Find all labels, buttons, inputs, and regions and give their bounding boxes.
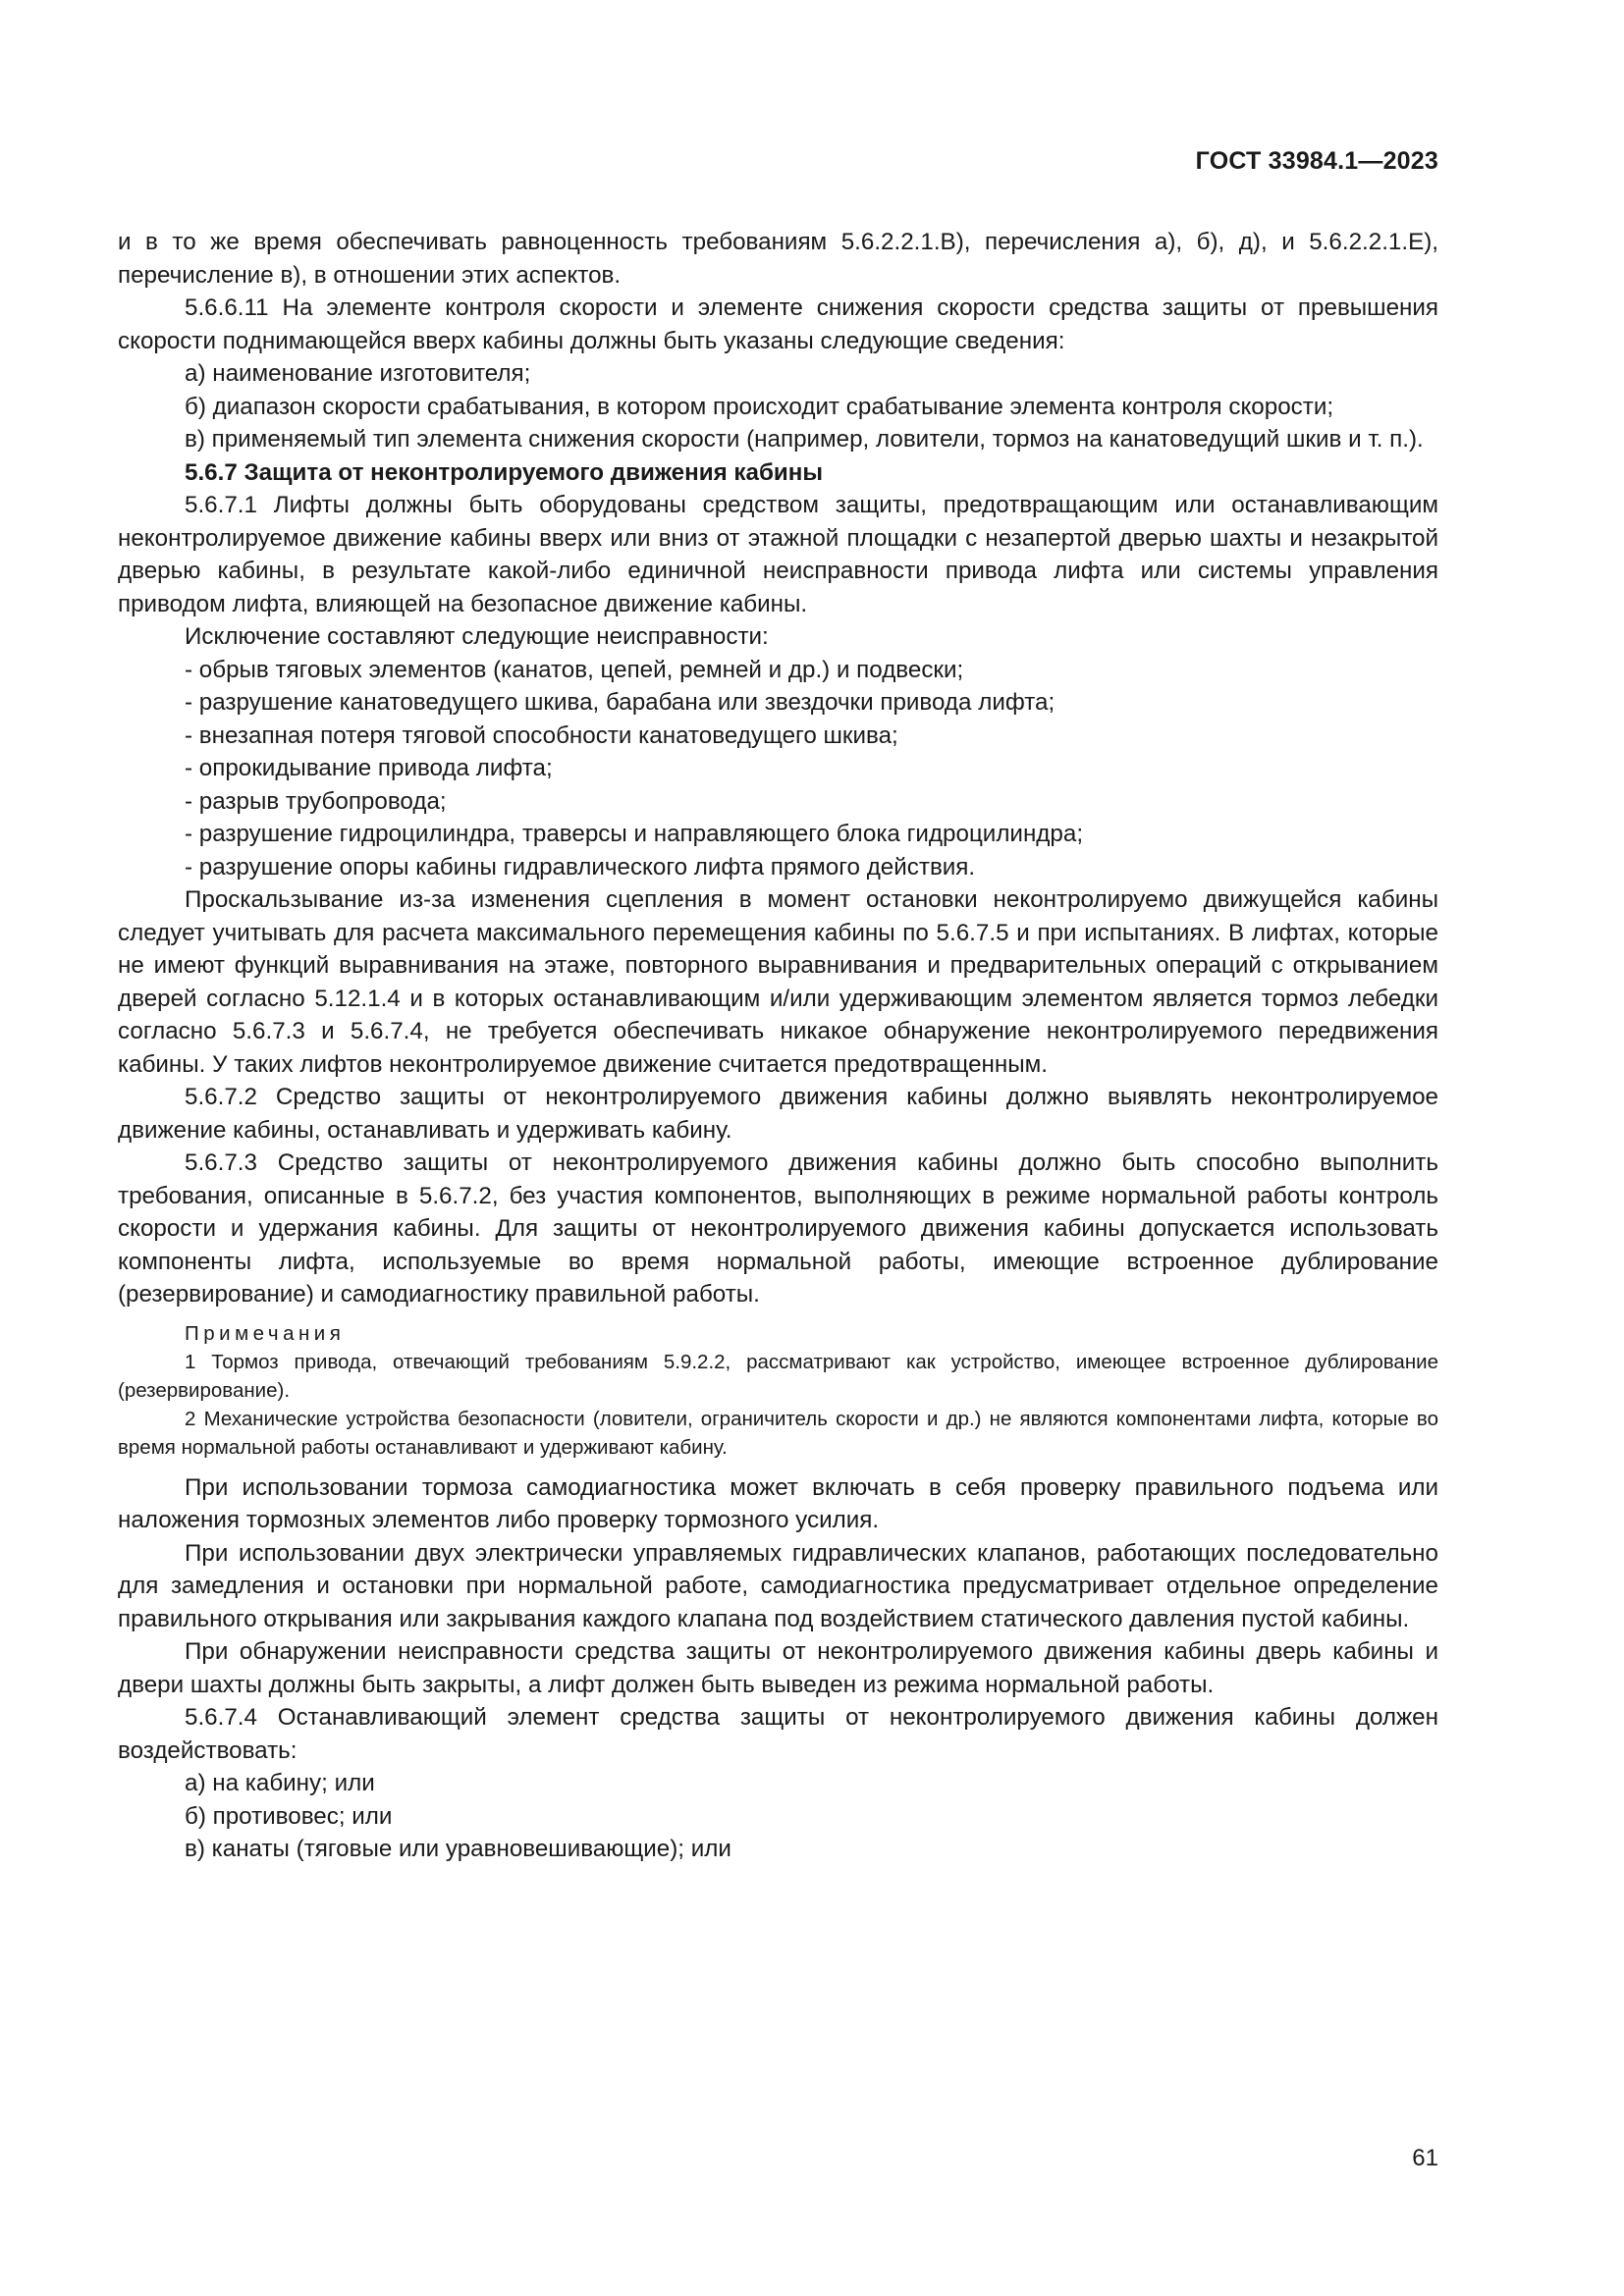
paragraph: 5.6.7.4 Останавливающий элемент средства защиты от неконтролируемого движения кабины должен воздействовать: <box>118 1704 1438 1764</box>
list-item: в) канаты (тяговые или уравновешивающие); или <box>185 1836 731 1862</box>
list-item: в) применяемый тип элемента снижения скорости (например, ловители, тормоз на канатоведущий шкив и т. п.). <box>185 426 1424 453</box>
section-heading: 5.6.7 Защита от неконтролируемого движения кабины <box>185 458 824 486</box>
note-item: 2 Механические устройства безопасности (ловители, ограничитель скорости и др.) не являются компонентами лифта, которые во время нормальной работы останавливают и удерживают кабину. <box>118 1407 1438 1459</box>
list-item: а) на кабину; или <box>185 1770 375 1796</box>
paragraph: 5.6.6.11 На элементе контроля скорости и элементе снижения скорости средства защиты от превышения скорости поднимающейся вверх кабины должны быть указаны следующие сведения: <box>118 294 1438 354</box>
list-item: - разрушение гидроцилиндра, траверсы и направляющего блока гидроцилиндра; <box>185 821 1084 847</box>
list-item: а) наименование изготовителя; <box>185 360 531 387</box>
list-item: - разрушение канатоведущего шкива, барабана или звездочки привода лифта; <box>185 689 1056 716</box>
list-item: б) диапазон скорости срабатывания, в котором происходит срабатывание элемента контроля скорости; <box>185 393 1334 420</box>
list-item: - внезапная потеря тяговой способности канатоведущего шкива; <box>185 721 898 749</box>
paragraph: Исключение составляют следующие неисправности: <box>185 623 769 650</box>
paragraph: и в то же время обеспечивать равноценность требованиям 5.6.2.2.1.В), перечисления а), б), д), и 5.6.2.2.1.Е), перечисление в), в отношении этих аспектов. <box>118 229 1438 289</box>
note-item: 1 Тормоз привода, отвечающий требованиям 5.9.2.2, рассматривают как устройство, имеющее встроенное дублирование (резервирование). <box>118 1350 1438 1402</box>
paragraph: 5.6.7.2 Средство защиты от неконтролируемого движения кабины должно выявлять неконтролируемое движение кабины, останавливать и удерживать кабину. <box>118 1084 1438 1144</box>
document-body <box>118 226 1438 1866</box>
paragraph: При обнаружении неисправности средства защиты от неконтролируемого движения кабины дверь кабины и двери шахты должны быть закрыты, а лифт должен быть выведен из режима нормальной работы. <box>118 1638 1438 1698</box>
document-page <box>118 0 1438 2296</box>
list-item: - опрокидывание привода лифта; <box>185 755 553 781</box>
paragraph: Проскальзывание из-за изменения сцепления в момент остановки неконтролируемо движущейся кабины следует учитывать для расчета максимального перемещения кабины по 5.6.7.5 и при испытаниях. В лифтах, которые не имеют функций выравнивания на этаже, повторного выравнивания и предварительных операций с открыванием дверей согласно 5.12.1.4 и в которых останавливающим и/или удерживающим элементом является тормоз лебедки согласно 5.6.7.3 и 5.6.7.4, не требуется обеспечивать никакое обнаружение неконтролируемого передвижения кабины. У таких лифтов неконтролируемое движение считается предотвращенным. <box>118 886 1438 1078</box>
list-item: б) противовес; или <box>185 1802 393 1830</box>
page-number: 61 <box>1412 2145 1438 2171</box>
paragraph: 5.6.7.1 Лифты должны быть оборудованы средством защиты, предотвращающим или останавливающим неконтролируемое движение кабины вверх или вниз от этажной площадки с незапертой дверью шахты и незакрытой дверью кабины, в результате какой-либо единичной неисправности привода лифта или системы управления приводом лифта, влияющей на безопасное движение кабины. <box>118 492 1438 617</box>
document-code-header: ГОСТ 33984.1—2023 <box>1195 147 1438 175</box>
notes-title: Примечания <box>185 1321 346 1345</box>
list-item: - обрыв тяговых элементов (канатов, цепей, ремней и др.) и подвески; <box>185 656 964 683</box>
paragraph: При использовании тормоза самодиагностика может включать в себя проверку правильного подъема или наложения тормозных элементов либо проверку тормозного усилия. <box>118 1473 1438 1533</box>
notes-block <box>118 1319 1438 1462</box>
paragraph: 5.6.7.3 Средство защиты от неконтролируемого движения кабины должно быть способно выполнить требования, описанные в 5.6.7.2, без участия компонентов, выполняющих в режиме нормальной работы контроль скорости и удержания кабины. Для защиты от неконтролируемого движения кабины допускается использовать компоненты лифта, используемые во время нормальной работы, имеющие встроенное дублирование (резервирование) и самодиагностику правильной работы. <box>118 1149 1438 1308</box>
paragraph: При использовании двух электрически управляемых гидравлических клапанов, работающих последовательно для замедления и остановки при нормальной работе, самодиагностика предусматривает отдельное определение правильного открывания или закрывания каждого клапана под воздействием статического давления пустой кабины. <box>118 1539 1438 1632</box>
list-item: - разрушение опоры кабины гидравлического лифта прямого действия. <box>185 853 976 881</box>
list-item: - разрыв трубопровода; <box>185 787 447 815</box>
